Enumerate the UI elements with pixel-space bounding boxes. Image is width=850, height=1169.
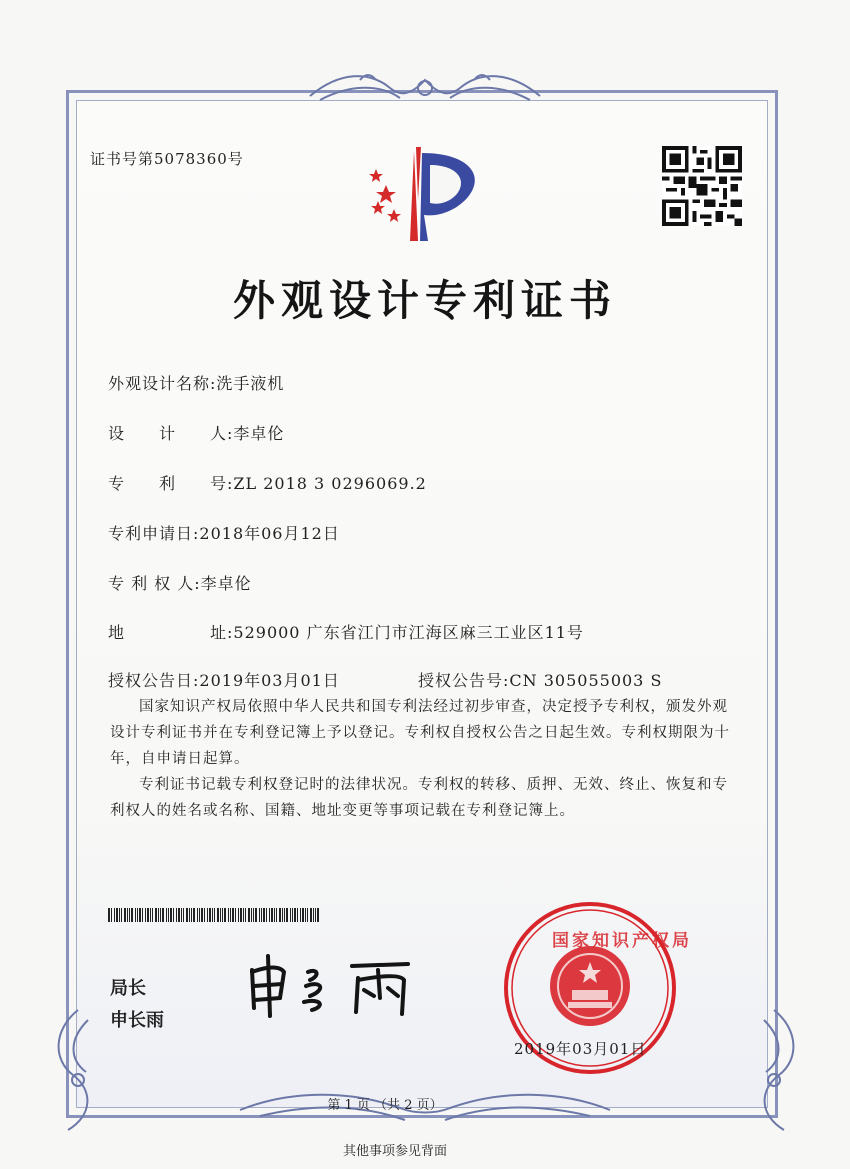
patent-office-logo (358, 145, 488, 245)
barcode-bar (240, 908, 242, 922)
body-paragraph-2: 专利证书记载专利权登记时的法律状况。专利权的转移、质押、无效、终止、恢复和专利权人的姓名或名称、国籍、地址变更等事项记载在专利登记簿上。 (110, 777, 728, 819)
barcode-bar (189, 908, 190, 922)
barcode-bar (108, 908, 110, 922)
barcode-bar (238, 908, 239, 922)
national-emblem (550, 946, 630, 1026)
grant-number-label: 授权公告号: (418, 671, 510, 690)
patent-number-label: 专 利 号: (108, 474, 234, 493)
barcode-bar (261, 908, 262, 922)
barcode-bar (145, 908, 146, 922)
barcode-bar (204, 908, 205, 922)
barcode-bar (253, 908, 254, 922)
barcode-bar (259, 908, 260, 922)
barcode-bar (228, 908, 229, 922)
design-name-row (108, 371, 284, 394)
barcode-bar (269, 908, 270, 922)
barcode-bar (274, 908, 275, 922)
barcode-bar (181, 908, 182, 922)
barcode-bar (139, 908, 141, 922)
barcode-bar (255, 908, 257, 922)
barcode-bar (176, 908, 177, 922)
filing-date-value: 2018年06月12日 (199, 524, 340, 543)
barcode-bar (230, 908, 231, 922)
barcode-bar (183, 908, 184, 922)
patentee-label: 专 利 权 人: (108, 574, 201, 593)
barcode-bar (294, 908, 296, 922)
barcode-bar (313, 908, 314, 922)
barcode-bar (310, 908, 312, 922)
qr-code (662, 146, 742, 226)
address-label: 地 址: (108, 623, 234, 642)
barcode-bar (162, 908, 164, 922)
design-name-label: 外观设计名称: (108, 374, 217, 393)
barcode-bar (271, 908, 273, 922)
barcode-bar (209, 908, 211, 922)
top-ornament (300, 66, 550, 110)
barcode-bar (191, 908, 192, 922)
barcode-bar (292, 908, 293, 922)
page-indicator: 第 1 页 （共 2 页） (327, 1098, 443, 1113)
barcode-bar (150, 908, 151, 922)
patent-number-row (108, 471, 427, 494)
barcode-bar (129, 908, 130, 922)
barcode-bar (317, 908, 319, 922)
filing-date-row (108, 521, 340, 544)
barcode-bar (224, 908, 226, 922)
barcode-bar (212, 908, 213, 922)
barcode-bar (173, 908, 174, 922)
barcode-bar (232, 908, 234, 922)
grant-date-value: 2019年03月01日 (199, 671, 340, 690)
barcode-bar (197, 908, 198, 922)
barcode-bar (170, 908, 172, 922)
barcode-bar (124, 908, 126, 922)
filing-date-label: 专利申请日: (108, 524, 200, 543)
seal-date: 2019年03月01日 (514, 1040, 647, 1058)
handwritten-signature (240, 950, 430, 1020)
barcode-bar (300, 908, 301, 922)
designer-row (108, 421, 284, 444)
barcode-bar (235, 908, 236, 922)
barcode-bar (199, 908, 200, 922)
address-row (108, 620, 584, 643)
design-name-value: 洗手液机 (216, 374, 285, 393)
barcode-bar (155, 908, 157, 922)
designer-label: 设 计 人: (108, 424, 234, 443)
barcode-bar (137, 908, 138, 922)
barcode-bar (251, 908, 252, 922)
address-value: 529000 广东省江门市江海区麻三工业区11号 (233, 623, 584, 642)
barcode-bar (114, 908, 115, 922)
barcode-bar (217, 908, 219, 922)
barcode-bar (305, 908, 306, 922)
barcode-bar (282, 908, 283, 922)
grant-number-row (418, 668, 662, 691)
bottom-left-ornament (48, 1000, 118, 1140)
grant-number-value: CN 305055003 S (509, 671, 663, 690)
barcode-bar (135, 908, 136, 922)
barcode-bar (302, 908, 304, 922)
barcode-bar (152, 908, 153, 922)
barcode-bar (266, 908, 267, 922)
barcode-bar (214, 908, 215, 922)
barcode-bar (186, 908, 188, 922)
barcode-bar (166, 908, 167, 922)
bottom-right-ornament (734, 1000, 804, 1140)
barcode-bar (315, 908, 316, 922)
barcode-bar (160, 908, 161, 922)
barcode-bar (127, 908, 128, 922)
barcode-bar (290, 908, 291, 922)
barcode-bar (168, 908, 169, 922)
back-note: 其他事项参见背面 (342, 1144, 447, 1159)
barcode-bar (248, 908, 250, 922)
patentee-row (108, 571, 252, 594)
barcode-bar (245, 908, 246, 922)
barcode-bar (279, 908, 281, 922)
barcode-bar (131, 908, 133, 922)
barcode-bar (284, 908, 285, 922)
barcode-bar (178, 908, 180, 922)
grant-date-label: 授权公告日: (108, 671, 200, 690)
barcode-bar (307, 908, 308, 922)
barcode-bar (207, 908, 208, 922)
barcode-bar (119, 908, 120, 922)
barcode-bar (193, 908, 195, 922)
barcode-bar (220, 908, 221, 922)
barcode-bar (147, 908, 149, 922)
grant-date-row (108, 668, 340, 691)
barcode-bar (111, 908, 112, 922)
barcode-bar (276, 908, 277, 922)
barcode-bar (121, 908, 122, 922)
barcode-bar (158, 908, 159, 922)
patent-number-value: ZL 2018 3 0296069.2 (233, 474, 427, 493)
signatory-name: 申长雨 (110, 1010, 164, 1031)
barcode-bar (286, 908, 288, 922)
barcode-bar (222, 908, 223, 922)
body-paragraph-1: 国家知识产权局依照中华人民共和国专利法经过初步审查，决定授予专利权，颁发外观设计专利证书并在专利登记簿上予以登记。专利权自授权公告之日起生效。专利权期限为十年，自申请日起算。 (110, 699, 730, 767)
barcode-bar (243, 908, 244, 922)
barcode-bar (116, 908, 118, 922)
seal-text: 国家知识产权局 (552, 931, 692, 951)
barcode-bar (142, 908, 143, 922)
certificate-number: 证书号第5078360号 (90, 150, 244, 168)
barcode-bar (297, 908, 298, 922)
barcode-bar (263, 908, 265, 922)
designer-value: 李卓伦 (233, 424, 285, 443)
barcode-bar (201, 908, 203, 922)
signatory-role: 局长 (110, 978, 146, 999)
certificate-title: 外观设计专利证书 (232, 276, 617, 325)
patentee-value: 李卓伦 (200, 574, 252, 593)
barcode (108, 908, 320, 922)
